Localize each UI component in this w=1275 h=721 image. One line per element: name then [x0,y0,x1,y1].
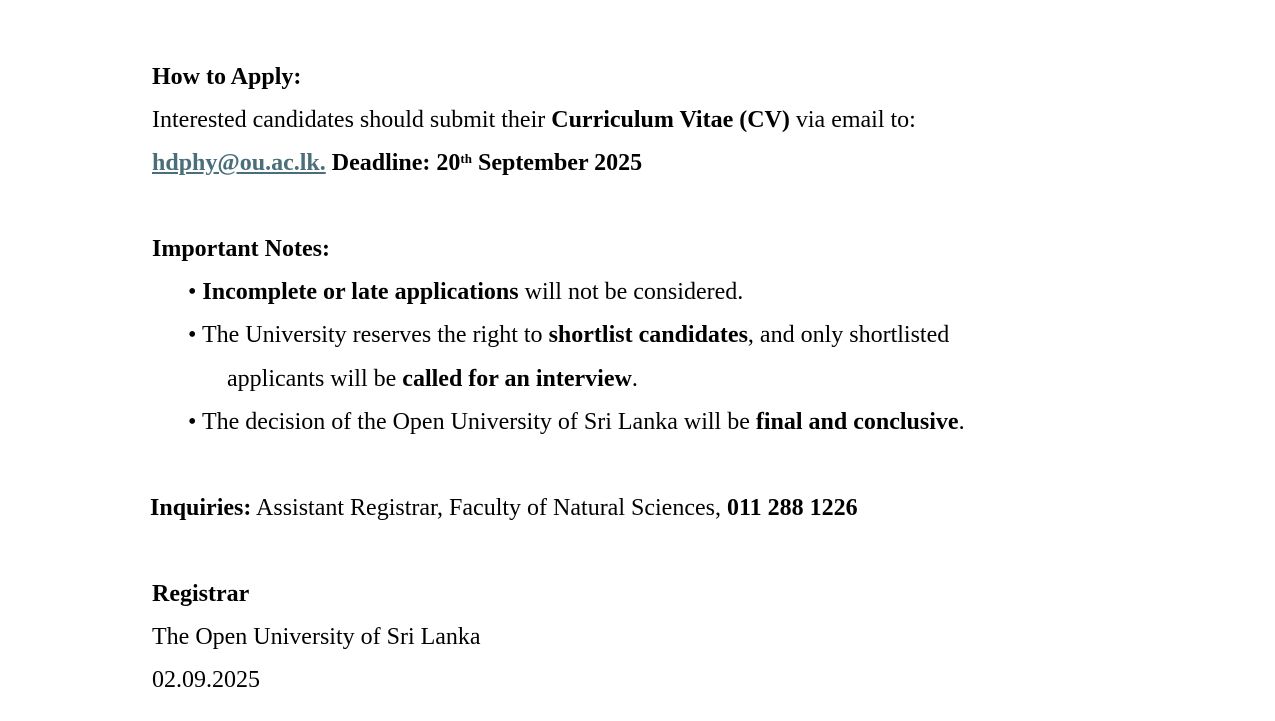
note-2-bold-1: shortlist candidates [548,322,748,348]
note-3-prefix: The decision of the Open University of Sri Lanka will be [201,409,756,435]
note-1-bold: Incomplete or late applications [202,279,519,305]
note-bullet-3 [188,408,965,436]
institution-name: The Open University of Sri Lanka [152,624,481,650]
note-2-prefix: The University reserves the right to [201,322,549,348]
document-date: 02.09.2025 [152,667,260,693]
cv-emphasis: Curriculum Vitae (CV) [551,107,790,133]
deadline-label: Deadline: 20 [331,150,461,176]
note-3-bold: final and conclusive [755,409,959,435]
note-1-rest: will not be considered. [518,279,744,305]
inquiries-phone: 011 288 1226 [726,495,858,521]
note-2-end: . [631,366,638,392]
submit-prefix: Interested candidates should submit their [152,107,552,133]
inquiries-line [150,494,858,522]
note-bullet-2-continuation [227,365,638,393]
note-bullet-2 [188,321,949,349]
bullet-mark: • [188,279,197,305]
submit-instruction [152,106,916,134]
inquiries-label: Inquiries: [150,495,252,521]
registrar-title: Registrar [152,581,250,607]
bullet-mark: • [188,322,197,348]
note-2-bold-2: called for an interview [402,366,632,392]
inquiries-contact: Assistant Registrar, Faculty of Natural Sciences, [251,495,727,521]
deadline-date: September 2025 [471,150,643,176]
how-to-apply-heading: How to Apply: [152,64,302,90]
note-2-middle: , and only shortlisted [747,322,950,348]
bullet-mark: • [188,409,197,435]
email-link[interactable]: hdphy@ou.ac.lk. [152,150,326,176]
note-3-end: . [958,409,965,435]
note-2-cont-prefix: applicants will be [227,366,403,392]
email-deadline-line [152,149,642,177]
deadline-ordinal: th [460,151,472,166]
note-bullet-1 [188,278,743,306]
important-notes-heading: Important Notes: [152,236,330,262]
submit-suffix: via email to: [789,107,916,133]
